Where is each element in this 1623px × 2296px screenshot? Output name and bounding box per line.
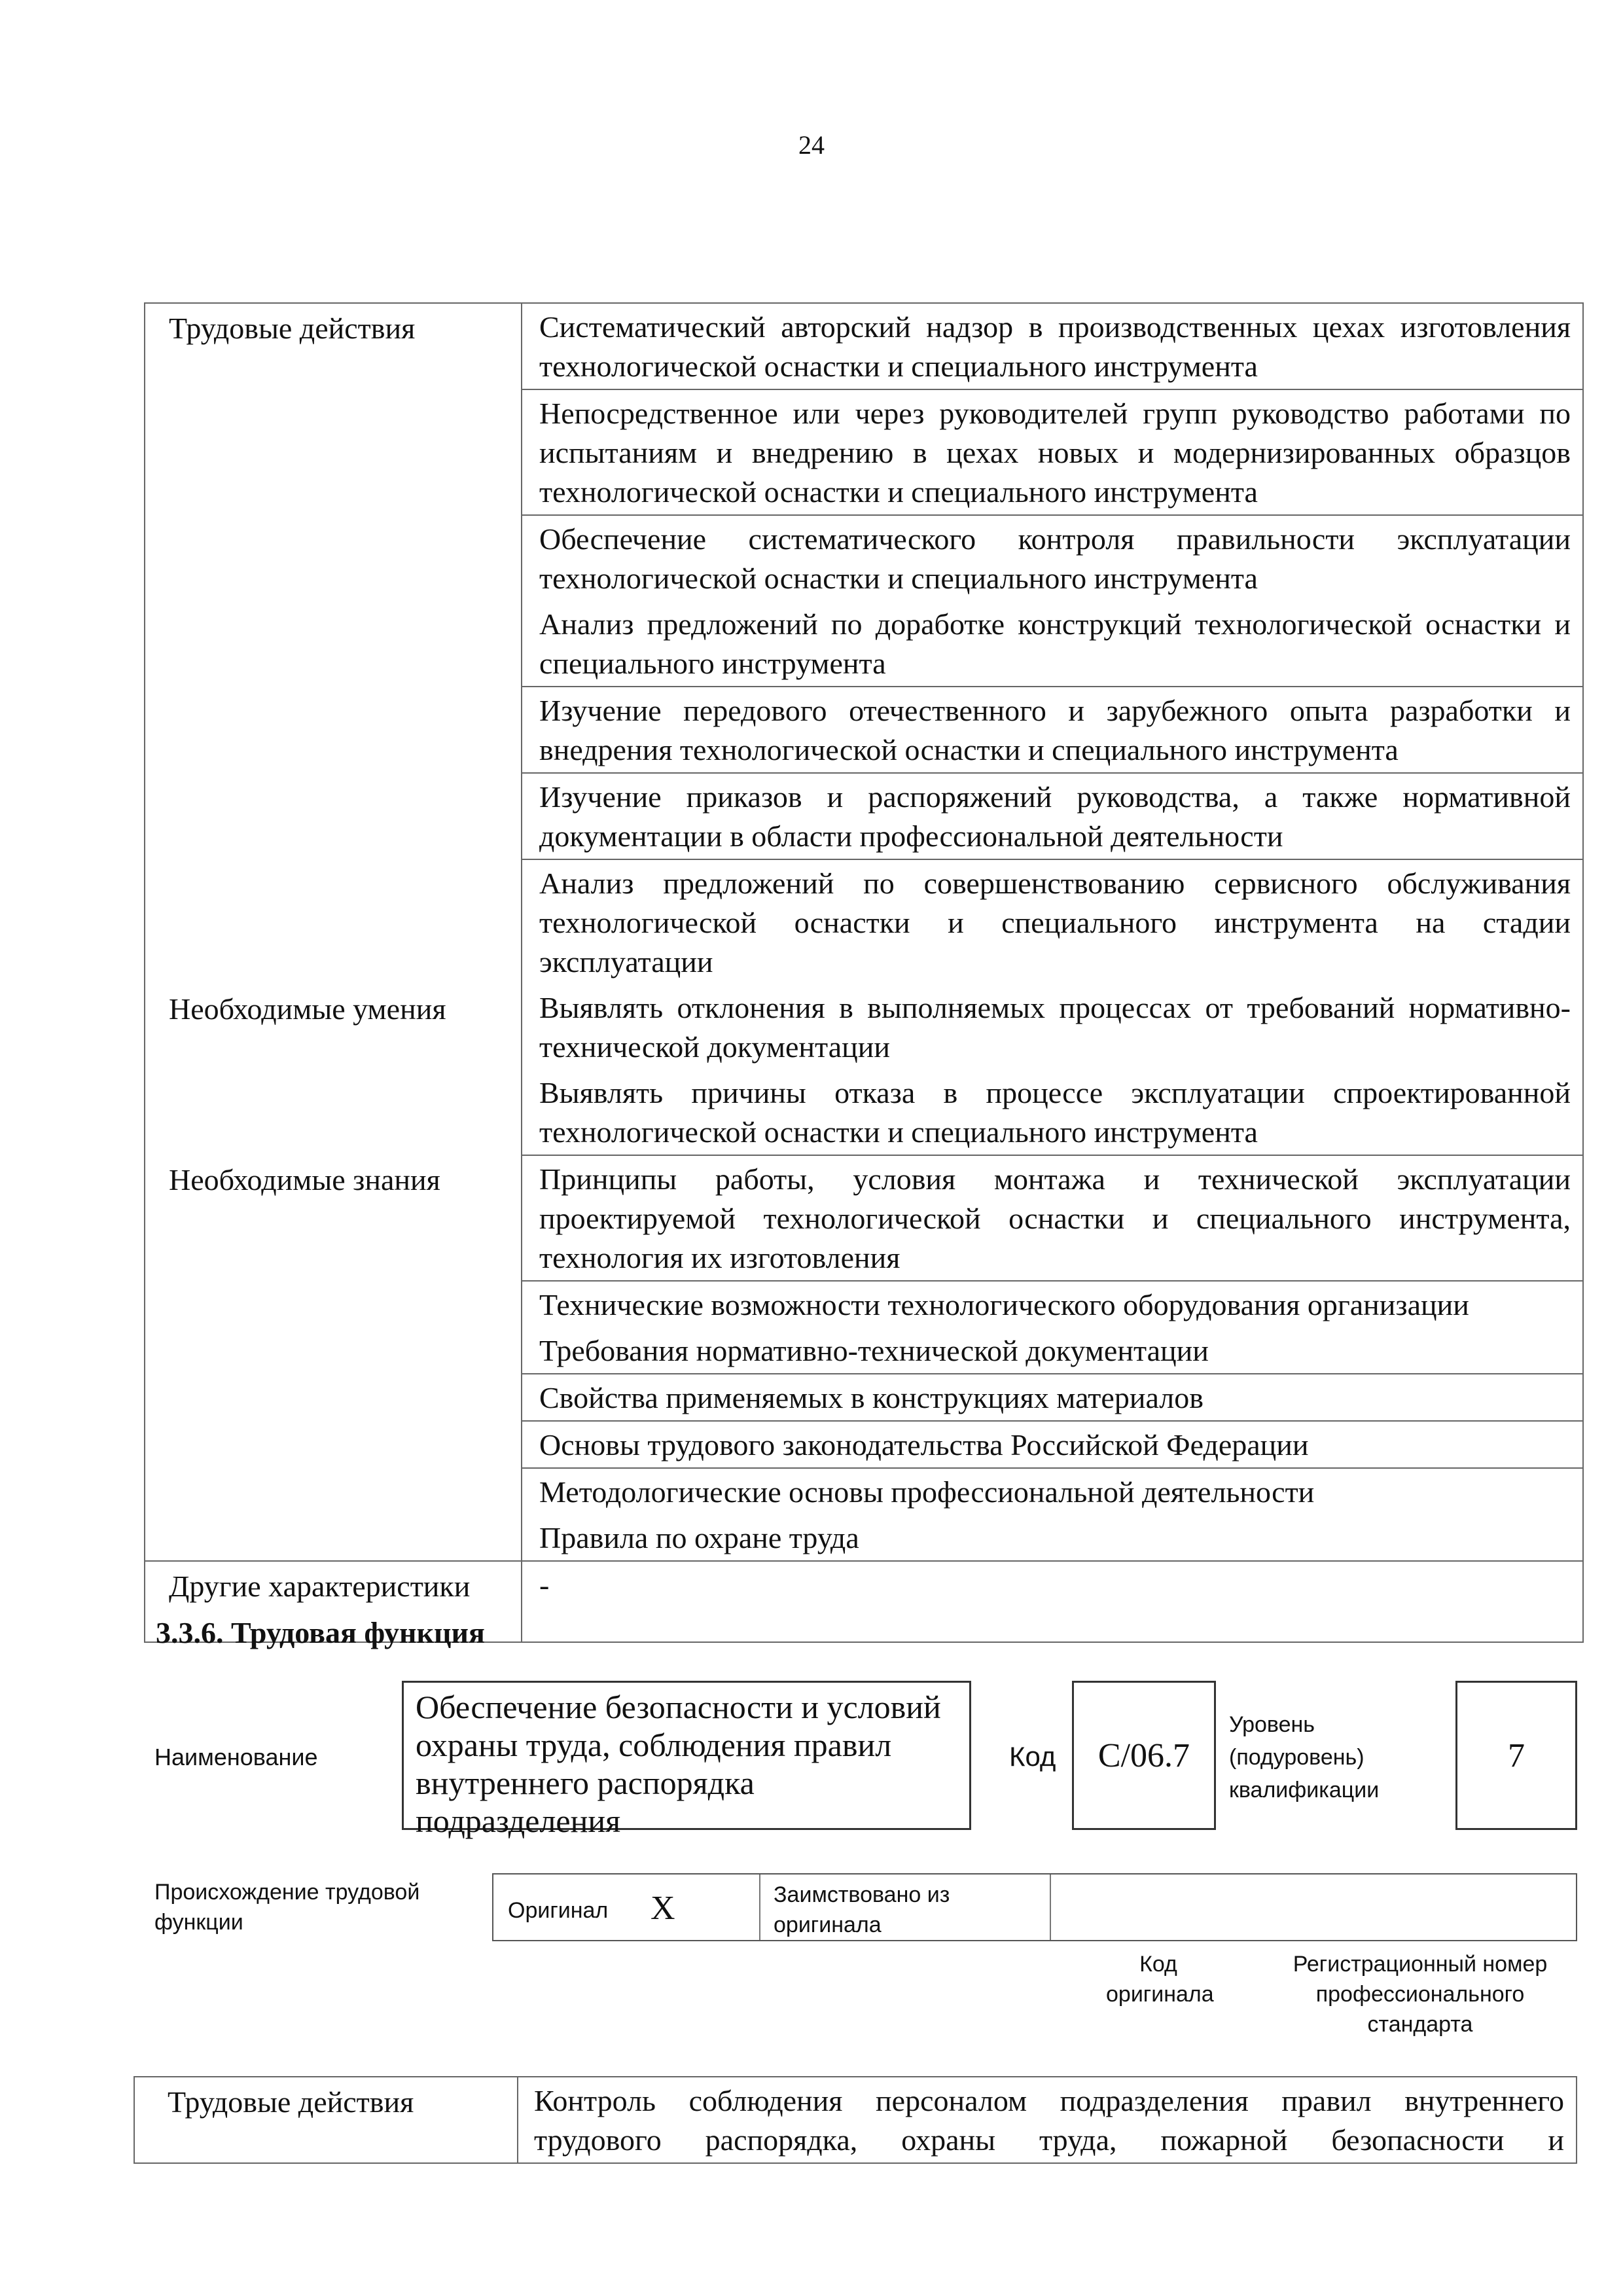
labour-actions-label: Трудовые действия <box>145 303 522 984</box>
labour-actions-table-2 <box>134 2076 1577 2164</box>
level-box: 7 <box>1455 1681 1577 1830</box>
original-label: Оригинал <box>508 1898 609 1923</box>
origin-row <box>492 1873 1577 1941</box>
name-label: Наименование <box>154 1744 318 1770</box>
other-characteristics-label: Другие характеристики <box>145 1561 522 1642</box>
labour-action-item: Изучение передового отечественного и зарубежного опыта разработки и внедрения технологической оснастки и специального инструмента <box>522 687 1583 773</box>
code-original-label: Код оригинала <box>1106 1952 1214 2007</box>
table-row <box>145 303 1583 389</box>
knowledge-item: Основы трудового законодательства Российской Федерации <box>522 1421 1583 1468</box>
reg-number-label: Регистрационный номер профессионального стандарта <box>1293 1952 1548 2037</box>
labour-action-item: Изучение приказов и распоряжений руководства, а также нормативной документации в области профессиональной деятельности <box>522 773 1583 859</box>
knowledge-item: Методологические основы профессиональной деятельности <box>522 1468 1583 1515</box>
code-box: С/06.7 <box>1072 1681 1216 1830</box>
labour-action-item: Анализ предложений по совершенствованию сервисного обслуживания технологической оснастки и специального инструмента на стадии эксплуатации <box>522 859 1583 984</box>
labour-action-item: Обеспечение систематического контроля правильности эксплуатации технологической оснастки и специального инструмента <box>522 515 1583 601</box>
code-label: Код <box>1009 1741 1056 1772</box>
knowledge-item: Принципы работы, условия монтажа и технической эксплуатации проектируемой технологической оснастки и специального инструмента, технология их изготовления <box>522 1155 1583 1281</box>
knowledge-item: Правила по охране труда <box>522 1515 1583 1561</box>
level-label: Уровень (подуровень) квалификации <box>1229 1712 1380 1803</box>
knowledge-item: Требования нормативно-технической документации <box>522 1327 1583 1374</box>
labour-action-item: Систематический авторский надзор в производственных цехах изготовления технологической оснастки и специального инструмента <box>522 303 1583 389</box>
origin-label: Происхождение трудовой функции <box>154 1880 420 1935</box>
skill-item: Выявлять причины отказа в процессе эксплуатации спроектированной технологической оснастки и специального инструмента <box>522 1069 1583 1155</box>
code-original-cell <box>1051 1874 1576 1940</box>
borrowed-label: Заимствовано из оригинала <box>774 1882 950 1937</box>
page-number: 24 <box>798 130 825 160</box>
original-mark: X <box>651 1890 675 1927</box>
labour-action-item: Контроль соблюдения персоналом подразделения правил внутреннего трудового распорядка, охраны труда, пожарной безопасности и <box>518 2077 1577 2163</box>
function-name-box: Обеспечение безопасности и условий охраны труда, соблюдения правил внутреннего распорядка подразделения <box>402 1681 971 1830</box>
original-cell <box>493 1874 760 1940</box>
labour-actions-table <box>144 302 1584 1643</box>
knowledge-item: Свойства применяемых в конструкциях материалов <box>522 1374 1583 1421</box>
labour-action-item: Непосредственное или через руководителей групп руководство работами по испытаниям и внедрению в цехах новых и модернизированных образцов технологической оснастки и специального инструмента <box>522 389 1583 515</box>
table-row <box>145 984 1583 1069</box>
other-characteristics-value: - <box>522 1561 1583 1642</box>
labour-actions-label: Трудовые действия <box>134 2077 518 2163</box>
knowledge-item: Технические возможности технологического оборудования организации <box>522 1281 1583 1327</box>
labour-action-item: Анализ предложений по доработке конструкций технологической оснастки и специального инструмента <box>522 601 1583 687</box>
knowledge-label: Необходимые знания <box>145 1155 522 1561</box>
skill-item: Выявлять отклонения в выполняемых процессах от требований нормативно-технической документации <box>522 984 1583 1069</box>
table-row <box>145 1155 1583 1281</box>
borrowed-cell <box>760 1874 1051 1940</box>
table-row <box>134 2077 1577 2163</box>
section-heading: 3.3.6. Трудовая функция <box>156 1616 485 1649</box>
skills-label: Необходимые умения <box>145 984 522 1155</box>
